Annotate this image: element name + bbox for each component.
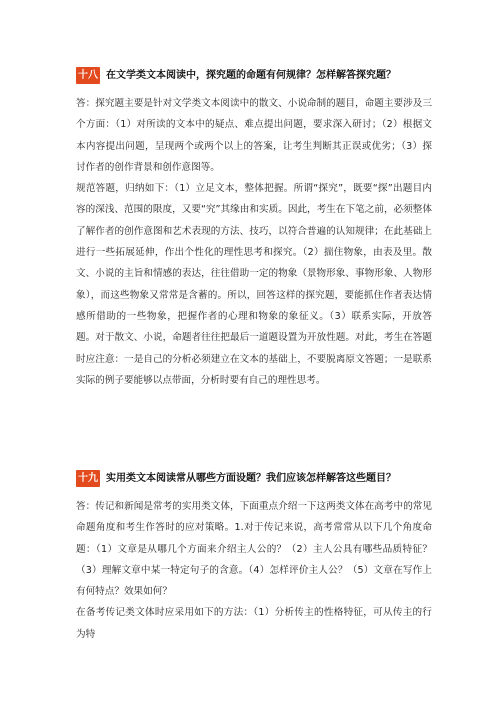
- body-paragraph: 规范答题，归纳如下：（1）立足文本，整体把握。所谓“探究”，既要“探”出题目内容的深浅、范围的限度，又要“究”其缘由和实质。因此，考生在下笔之前，必须整体了解作者的创作意图和艺术表现的方法、技巧，以符合普遍的认知规律；在此基础上进行一些拓展延伸，作出个性化的理性思考和探究。（2）揣住物象，由表及里。散文、小说的主旨和情感的表达，往往借助一定的物象（景物形象、事物形象、人物形象），而这些物象又常常是含蓄的。所以，回答这样的探究题，要能抓住作者表达情感所借助的一些物象，把握作者的心理和物象的象征义。（3）联系实际，开放答题。对于散文、小说，命题者往往把最后一道题设置为开放性题。对此，考生在答题时应注意：一是自己的分析必须建立在文本的基础上，不要脱离原文答题；一是联系实际的例子要能够以点带面，分析时要有自己的理性思考。: [76, 183, 432, 386]
- answer-paragraph: 答：传记和新闻是常考的实用类文体，下面重点介绍一下这两类文体在高考中的常见命题角度和考生作答时的应对策略。1.对于传记来说，高考常常从以下几个角度命题：（1）文章是从哪几个方面来介绍主人公的？（2）主人公具有哪些品质特征？（3）理解文章中某一特定句子的含意。（4）怎样评价主人公？（5）文章在写作上有何特点？效果如何？: [76, 501, 432, 598]
- section-number-badge: 十九: [76, 470, 100, 487]
- section-title: 在文学类文本阅读中，探究题的命题有何规律？怎样解答探究题？: [106, 70, 396, 81]
- section-number-badge: 十八: [76, 67, 100, 84]
- section-18: [76, 66, 432, 391]
- section-19-heading: [76, 469, 432, 489]
- section-title: 实用类文本阅读常从哪些方面设题？我们应该怎样解答这些题目？: [106, 473, 396, 484]
- answer-paragraph: 答：探究题主要是针对文学类文本阅读中的散文、小说命制的题目，命题主要涉及三个方面：（1）对所读的文本中的疑点、难点提出问题，要求深入研讨；（2）根据文本内容提出问题，呈现两个或两个以上的答案，让考生判断其正误或优劣；（3）探讨作者的创作背景和创作意图等。: [76, 98, 432, 173]
- section-18-heading: [76, 66, 432, 86]
- body-paragraph: 在备考传记类文体时应采用如下的方法：（1）分析传主的性格特征，可从传主的行为特: [76, 607, 432, 640]
- section-19: [76, 469, 432, 645]
